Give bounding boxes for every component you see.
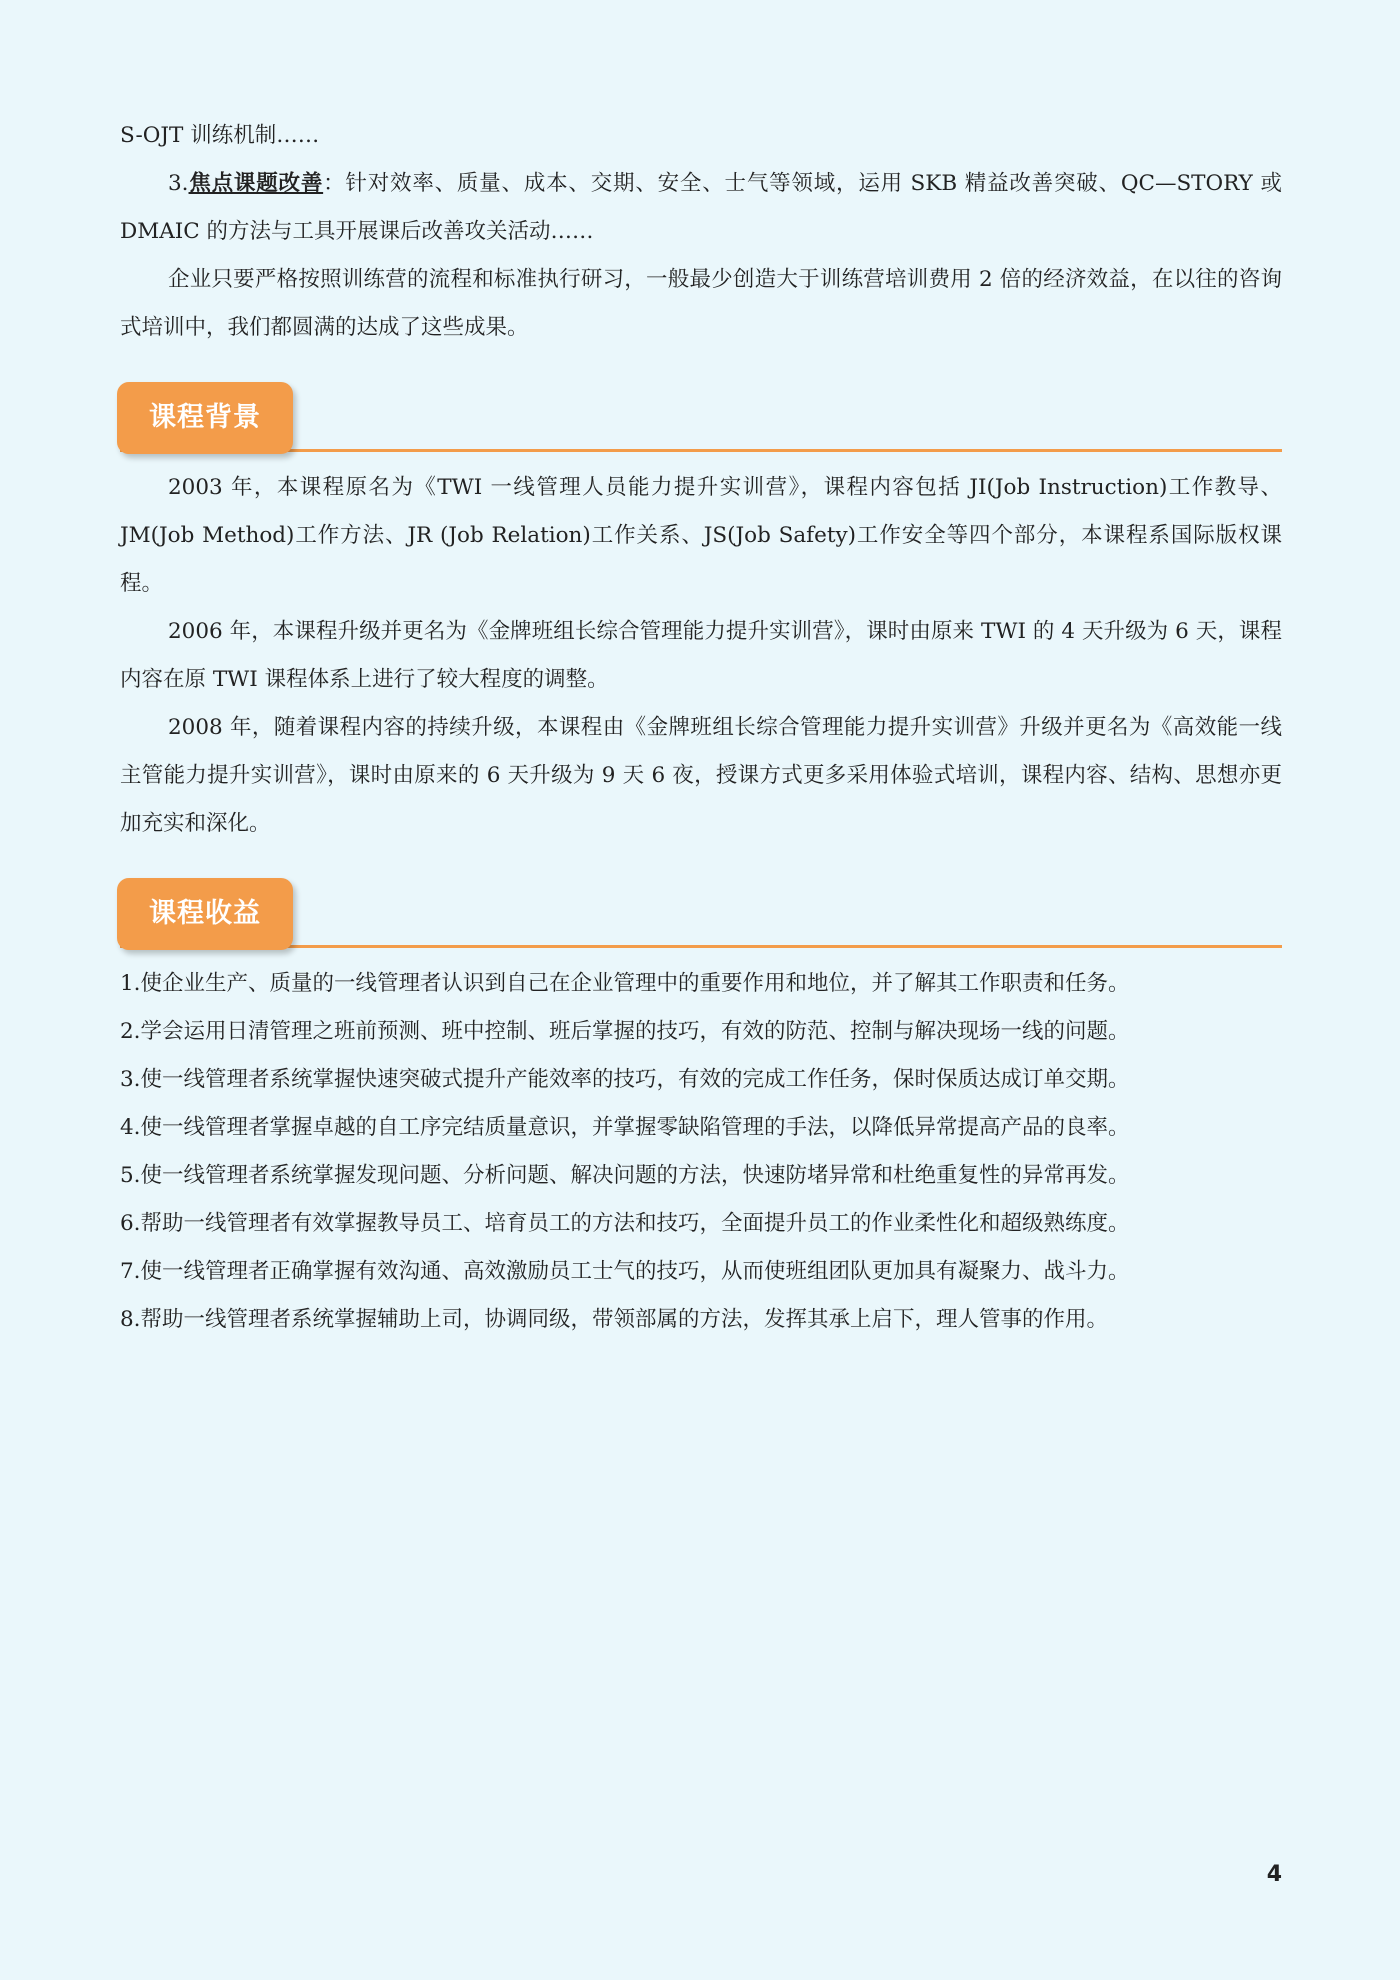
benefit-item: 2.学会运用日清管理之班前预测、班中控制、班后掌握的技巧，有效的防范、控制与解决现场一线的问题。 <box>120 1019 1130 1044</box>
item-3-highlight: 焦点课题改善 <box>188 171 324 196</box>
item-3-number: 3. <box>168 171 189 196</box>
intro-result-paragraph: 企业只要严格按照训练营的流程和标准执行研习，一般最少创造大于训练营培训费用 2 倍的经济效益，在以往的咨询式培训中，我们都圆满的达成了这些成果。 <box>120 267 1282 340</box>
benefits-list <box>120 960 1282 1344</box>
benefits-section-title: 课程收益 <box>117 878 293 950</box>
background-section-header <box>120 382 1282 458</box>
item-3-text: ：针对效率、质量、成本、交期、安全、士气等领域，运用 SKB 精益改善突破、QC—STORY 或 DMAIC 的方法与工具开展课后改善攻关活动…… <box>120 171 1282 244</box>
benefits-section-rule <box>120 945 1282 948</box>
background-paragraph-2008: 2008 年，随着课程内容的持续升级，本课程由《金牌班组长综合管理能力提升实训营》升级并更名为《高效能一线主管能力提升实训营》，课时由原来的 6 天升级为 9 天 6 夜，授课方式更多采用体验式培训，课程内容、结构、思想亦更加充实和深化。 <box>120 715 1282 836</box>
benefit-item: 6.帮助一线管理者有效掌握教导员工、培育员工的方法和技巧，全面提升员工的作业柔性化和超级熟练度。 <box>120 1211 1130 1236</box>
benefits-section-header <box>120 878 1282 954</box>
background-paragraph-2006: 2006 年，本课程升级并更名为《金牌班组长综合管理能力提升实训营》，课时由原来 TWI 的 4 天升级为 6 天，课程内容在原 TWI 课程体系上进行了较大程度的调整。 <box>120 619 1282 692</box>
benefit-item: 8.帮助一线管理者系统掌握辅助上司，协调同级，带领部属的方法，发挥其承上启下，理人管事的作用。 <box>120 1307 1109 1332</box>
intro-item-3 <box>120 160 1282 256</box>
background-paragraph-2003: 2003 年，本课程原名为《TWI 一线管理人员能力提升实训营》，课程内容包括 JI(Job Instruction)工作教导、JM(Job Method)工作方法、JR (Job Relation)工作关系、JS(Job Safety)工作安全等四个部分，本课程系国际版权课程。 <box>120 475 1282 596</box>
intro-ojt-line: S-OJT 训练机制…… <box>120 123 320 148</box>
benefit-item: 7.使一线管理者正确掌握有效沟通、高效激励员工士气的技巧，从而使班组团队更加具有凝聚力、战斗力。 <box>120 1259 1130 1284</box>
benefit-item: 4.使一线管理者掌握卓越的自工序完结质量意识，并掌握零缺陷管理的手法，以降低异常提高产品的良率。 <box>120 1115 1130 1140</box>
background-section-title: 课程背景 <box>117 382 293 454</box>
page-content <box>120 112 1282 1344</box>
page-number: 4 <box>1266 1862 1282 1887</box>
benefit-item: 1.使企业生产、质量的一线管理者认识到自己在企业管理中的重要作用和地位，并了解其工作职责和任务。 <box>120 971 1130 996</box>
background-section-rule <box>120 449 1282 452</box>
benefit-item: 3.使一线管理者系统掌握快速突破式提升产能效率的技巧，有效的完成工作任务，保时保质达成订单交期。 <box>120 1067 1130 1092</box>
benefit-item: 5.使一线管理者系统掌握发现问题、分析问题、解决问题的方法，快速防堵异常和杜绝重复性的异常再发。 <box>120 1163 1130 1188</box>
